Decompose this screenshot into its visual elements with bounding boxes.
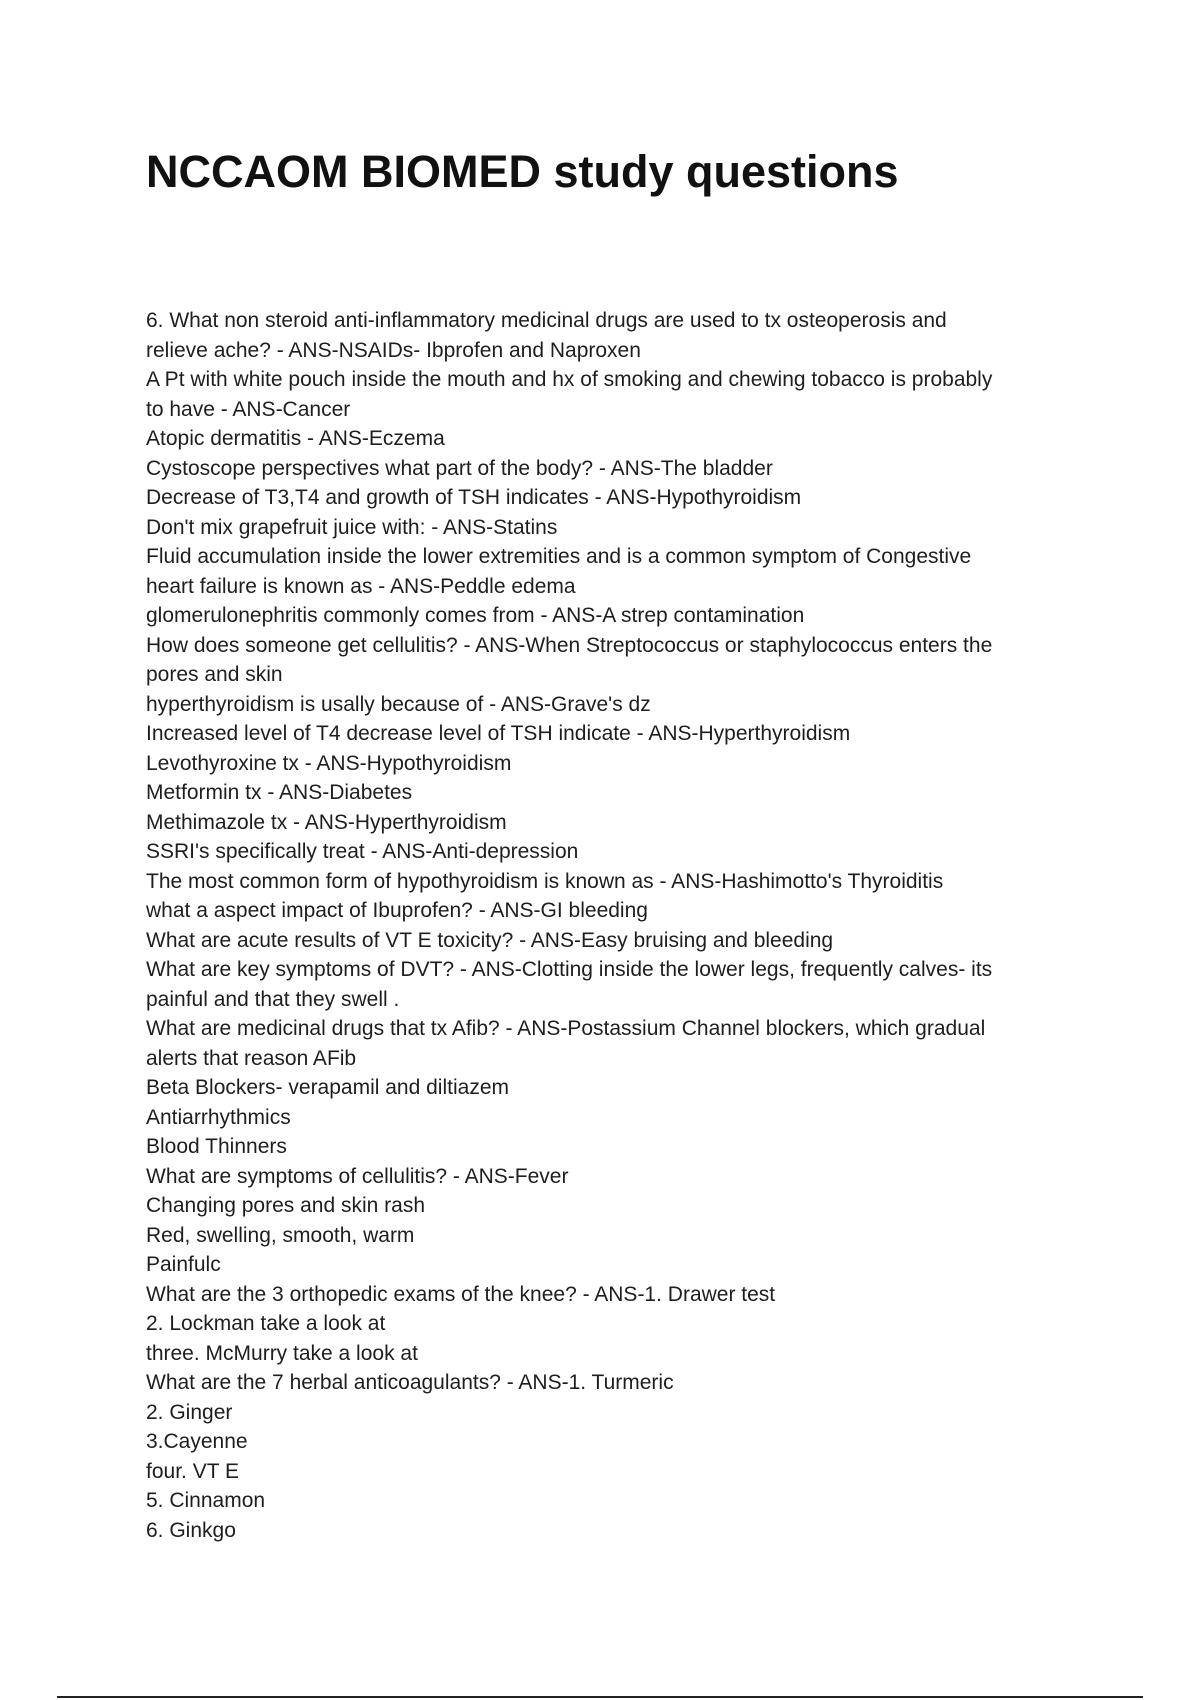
qa-line: Increased level of T4 decrease level of TSH indicate - ANS-Hyperthyroidism xyxy=(146,722,851,745)
qa-line: 5. Cinnamon xyxy=(146,1489,266,1512)
qa-line: alerts that reason AFib xyxy=(146,1046,357,1070)
qa-line: Changing pores and skin rash xyxy=(146,1194,426,1217)
qa-line: Decrease of T3,T4 and growth of TSH indicates - ANS-Hypothyroidism xyxy=(146,486,802,509)
qa-line: 2. Lockman take a look at xyxy=(146,1312,386,1335)
qa-line: Red, swelling, smooth, warm xyxy=(146,1223,415,1247)
qa-line: Don't mix grapefruit juice with: - ANS-Statins xyxy=(146,515,558,539)
qa-line: Methimazole tx - ANS-Hyperthyroidism xyxy=(146,810,507,834)
qa-line: Blood Thinners xyxy=(146,1135,287,1158)
qa-line: 6. What non steroid anti-inflammatory medicinal drugs are used to tx osteoperosis and xyxy=(146,309,947,332)
qa-line: glomerulonephritis commonly comes from - ANS-A strep contamination xyxy=(146,604,805,627)
qa-list xyxy=(146,306,1066,1545)
qa-line: What are medicinal drugs that tx Afib? - ANS-Postassium Channel blockers, which gradual xyxy=(146,1017,986,1040)
qa-line: How does someone get cellulitis? - ANS-When Streptococcus or staphylococcus enters the xyxy=(146,633,993,657)
qa-line: SSRI's specifically treat - ANS-Anti-depression xyxy=(146,840,579,863)
qa-line: heart failure is known as - ANS-Peddle edema xyxy=(146,574,576,598)
qa-line: four. VT E xyxy=(146,1459,239,1483)
qa-line: What are symptoms of cellulitis? - ANS-Fever xyxy=(146,1164,569,1188)
qa-line: relieve ache? - ANS-NSAIDs- Ibprofen and Naproxen xyxy=(146,338,641,362)
qa-line: What are the 3 orthopedic exams of the knee? - ANS-1. Drawer test xyxy=(146,1282,776,1306)
qa-line: to have - ANS-Cancer xyxy=(146,397,351,421)
qa-line: hyperthyroidism is usally because of - ANS-Grave's dz xyxy=(146,692,651,716)
qa-line: 2. Ginger xyxy=(146,1400,233,1424)
qa-line: painful and that they swell . xyxy=(146,987,400,1011)
qa-line: What are key symptoms of DVT? - ANS-Clotting inside the lower legs, frequently calves- its xyxy=(146,958,993,981)
qa-line: Painfulc xyxy=(146,1253,221,1276)
qa-line: what a aspect impact of Ibuprofen? - ANS-GI bleeding xyxy=(146,899,648,922)
qa-line: Antiarrhythmics xyxy=(146,1105,291,1129)
qa-line: The most common form of hypothyroidism is known as - ANS-Hashimotto's Thyroiditis xyxy=(146,869,944,893)
qa-line: three. McMurry take a look at xyxy=(146,1341,418,1365)
qa-line: A Pt with white pouch inside the mouth and hx of smoking and chewing tobacco is probably xyxy=(146,368,993,391)
qa-line: 6. Ginkgo xyxy=(146,1518,236,1542)
qa-line: What are the 7 herbal anticoagulants? - ANS-1. Turmeric xyxy=(146,1371,674,1394)
page-title: NCCAOM BIOMED study questions xyxy=(146,146,899,197)
qa-line: Fluid accumulation inside the lower extremities and is a common symptom of Congestive xyxy=(146,545,972,568)
qa-line: Levothyroxine tx - ANS-Hypothyroidism xyxy=(146,751,512,775)
footer-divider xyxy=(57,1696,1143,1698)
qa-line: Beta Blockers- verapamil and diltiazem xyxy=(146,1076,509,1099)
qa-line: What are acute results of VT E toxicity? - ANS-Easy bruising and bleeding xyxy=(146,928,834,952)
qa-line: Cystoscope perspectives what part of the body? - ANS-The bladder xyxy=(146,456,773,480)
qa-line: pores and skin xyxy=(146,663,283,686)
qa-line: 3.Cayenne xyxy=(146,1430,248,1453)
qa-line: Atopic dermatitis - ANS-Eczema xyxy=(146,427,445,450)
qa-line: Metformin tx - ANS-Diabetes xyxy=(146,781,413,804)
